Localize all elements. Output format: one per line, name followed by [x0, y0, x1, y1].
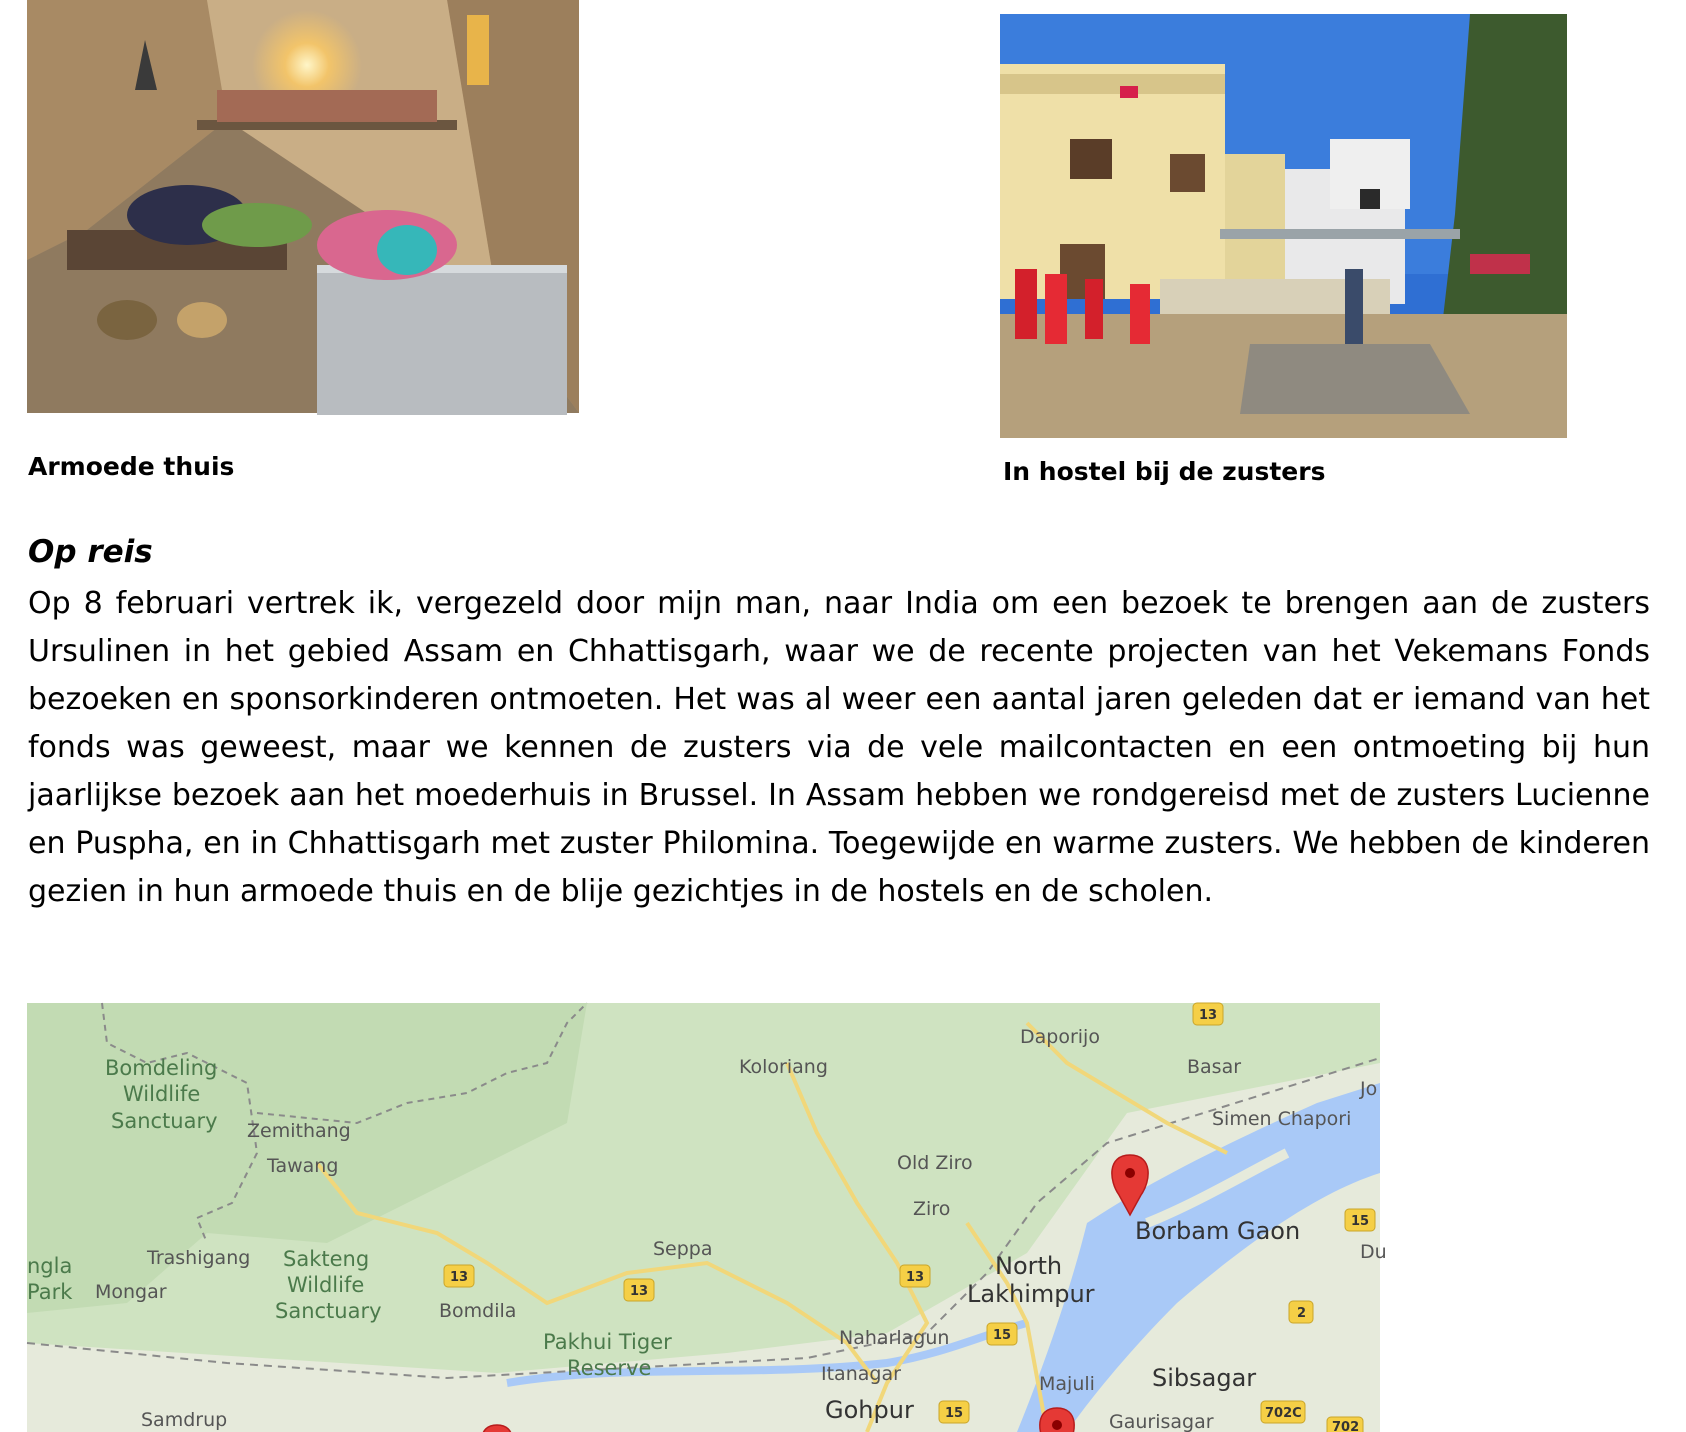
svg-text:15: 15 — [993, 1328, 1012, 1343]
map-label: Sibsagar — [1152, 1364, 1257, 1392]
route-shield — [1261, 1401, 1305, 1423]
svg-text:13: 13 — [1199, 1008, 1218, 1023]
route-shield — [1289, 1301, 1313, 1323]
map-label: Lakhimpur — [967, 1280, 1095, 1308]
svg-text:15: 15 — [945, 1406, 964, 1421]
route-shield — [1327, 1417, 1363, 1432]
map-label: Park — [27, 1280, 73, 1304]
map-label: Tawang — [267, 1155, 339, 1177]
svg-text:2: 2 — [1297, 1306, 1307, 1321]
map-label: Wildlife — [123, 1082, 201, 1106]
photo-caption: In hostel bij de zusters — [1003, 457, 1326, 486]
map-label: Ziro — [913, 1198, 951, 1220]
svg-text:13: 13 — [906, 1270, 925, 1285]
map-label: Jo — [1360, 1078, 1378, 1100]
map-assam — [27, 1003, 1387, 1432]
map-pin-icon[interactable] — [1040, 1408, 1074, 1432]
route-shield — [939, 1401, 969, 1423]
map-label: Old Ziro — [897, 1152, 973, 1174]
map-label: Naharlagun — [839, 1327, 950, 1349]
map-label: Gaurisagar — [1109, 1411, 1214, 1432]
map-label: Seppa — [653, 1238, 713, 1260]
map-label-borbam-gaon: Borbam Gaon — [1135, 1217, 1301, 1245]
photo-poverty-home — [27, 0, 579, 413]
map-label: North — [995, 1252, 1063, 1280]
svg-text:15: 15 — [1351, 1214, 1370, 1229]
route-shield — [1345, 1209, 1375, 1231]
route-shield — [1193, 1003, 1223, 1025]
map-label: Du — [1360, 1241, 1387, 1263]
section-heading: Op reis — [28, 534, 153, 570]
photo-caption: Armoede thuis — [28, 452, 235, 481]
map-label: Sanctuary — [275, 1299, 382, 1323]
map-label: Trashigang — [147, 1247, 251, 1269]
map-label: Mongar — [95, 1281, 167, 1303]
map-label: Bomdila — [439, 1300, 517, 1322]
route-shield — [900, 1265, 930, 1287]
map-label: Gohpur — [825, 1396, 914, 1424]
map-label: Koloriang — [739, 1056, 828, 1078]
map-label: Wildlife — [287, 1273, 365, 1297]
map-label: Samdrup — [141, 1409, 228, 1431]
map-label: Bomdeling — [105, 1056, 218, 1080]
map-label: Reserve — [567, 1356, 652, 1380]
map-label: Pakhui Tiger — [543, 1330, 672, 1354]
map-label: Itanagar — [821, 1363, 901, 1385]
route-shield — [444, 1265, 474, 1287]
route-shield — [624, 1279, 654, 1301]
photo-hostel — [1000, 14, 1567, 438]
route-shield — [987, 1323, 1017, 1345]
map-label: Zemithang — [247, 1120, 351, 1142]
map-label: Majuli — [1039, 1373, 1095, 1395]
map-label: Sakteng — [283, 1247, 370, 1271]
svg-text:702: 702 — [1332, 1420, 1360, 1432]
map-label: ngla — [27, 1254, 73, 1278]
svg-text:13: 13 — [630, 1284, 649, 1299]
svg-text:702C: 702C — [1265, 1406, 1302, 1421]
map-label: Basar — [1187, 1056, 1242, 1078]
body-paragraph: Op 8 februari vertrek ik, vergezeld door mijn man, naar India om een bezoek te brengen aan de zusters Ursulinen in het gebied Assam en Chhattisgarh, waar we de recente projecten van het Vekemans Fonds bezoeken en sponsorkinderen ontmoeten. Het was al weer een aantal jaren geleden dat er iemand van het fonds was geweest, maar we kennen de zusters via de vele mailcontacten en een ontmoeting bij hun jaarlijkse bezoek aan het moederhuis in Brussel. In Assam hebben we rondgereisd met de zusters Lucienne en Puspha, en in Chhattisgarh met zuster Philomina. Toegewijde en warme zusters. We hebben de kinderen gezien in hun armoede thuis en de blije gezichtjes in de hostels en de scholen. — [28, 586, 1650, 909]
map-label: Simen Chapori — [1212, 1108, 1352, 1130]
svg-text:13: 13 — [450, 1270, 469, 1285]
map-label: Daporijo — [1020, 1026, 1100, 1048]
map-label: Sanctuary — [111, 1109, 218, 1133]
